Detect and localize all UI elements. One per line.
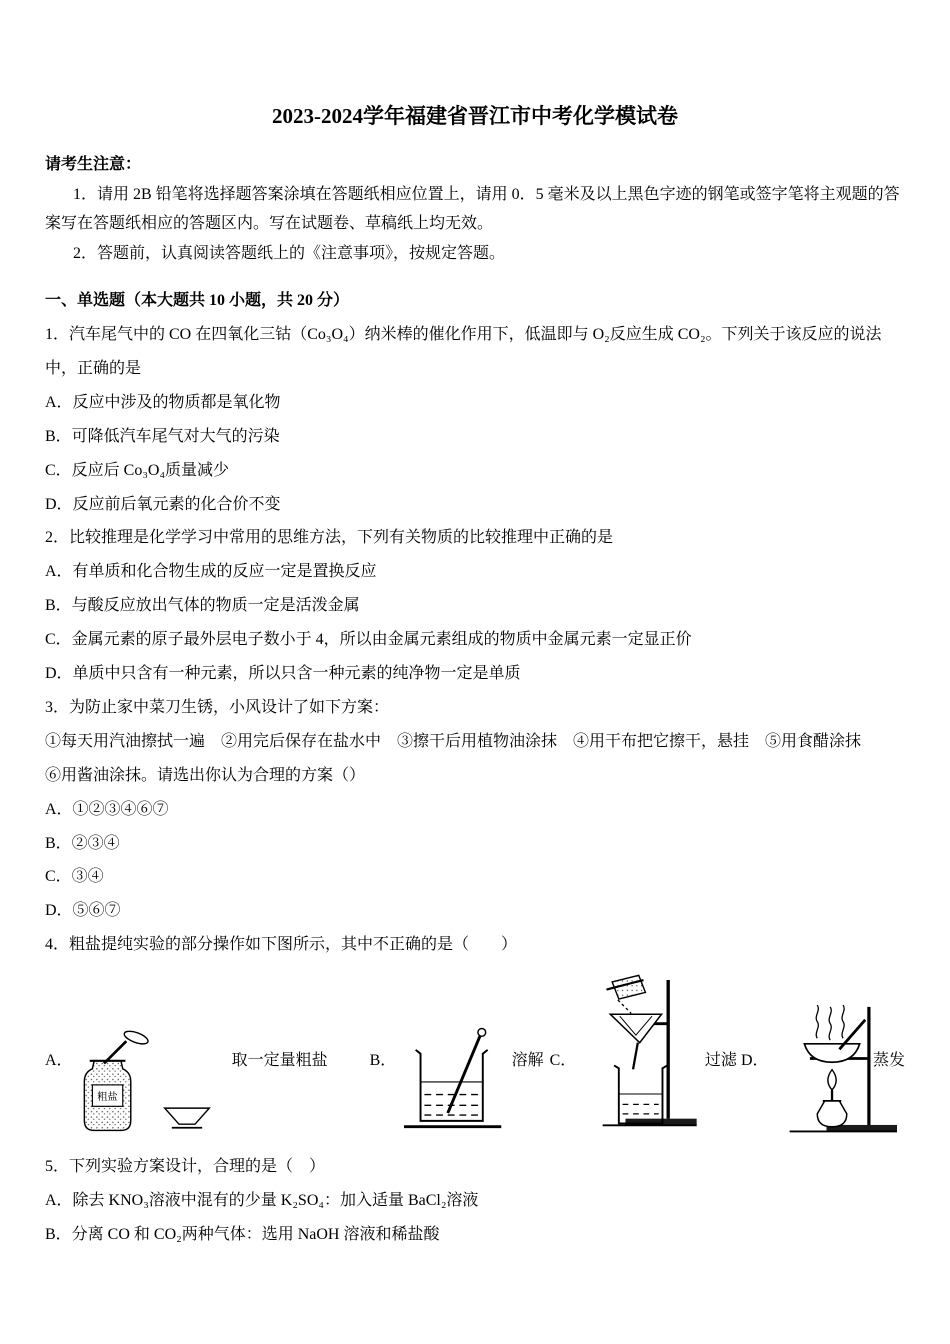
figure-caption-d: 蒸发: [873, 1052, 906, 1069]
question-5-option-b: B．分离 CO 和 CO₂两种气体：选用 NaOH 溶液和稀盐酸: [45, 1226, 440, 1243]
figure-caption-a: 取一定量粗盐: [231, 1052, 328, 1069]
notice-item-1: 1．请用 2B 铅笔将选择题答案涂填在答题纸相应位置上，请用 0．5 毫米及以上黑色字迹的钢笔或签字笔将主观题的答案写在答题纸相应的答题区内。写在试题卷、草稿纸上均无效。: [45, 185, 900, 233]
figure-label-d: D．: [740, 1052, 769, 1069]
section-heading: 一、单选题（本大题共 10 小题，共 20 分）: [45, 292, 350, 310]
question-5-stem: 5．下列实验方案设计，合理的是（ ）: [45, 1158, 326, 1176]
question-4-stem: 4．粗盐提纯实验的部分操作如下图所示，其中不正确的是（ ）: [45, 936, 518, 954]
question-4-figure: [45, 968, 905, 1140]
question-4: [45, 928, 905, 1140]
question-3-option-c: C．③④: [45, 868, 104, 886]
filtration-figure: [578, 972, 697, 1140]
question-1: [45, 318, 905, 521]
question-3-option-d: D．⑤⑥⑦: [45, 902, 121, 920]
bottle-label: 粗盐: [96, 1092, 118, 1104]
figure-caption-b: 溶解: [511, 1052, 544, 1069]
question-2-option-a: A．有单质和化合物生成的反应一定是置换反应: [45, 563, 377, 581]
question-1-option-b: B．可降低汽车尾气对大气的污染: [45, 427, 280, 445]
notice-heading: 请考生注意：: [45, 156, 142, 173]
question-5: [45, 1150, 905, 1252]
question-3: [45, 691, 905, 928]
question-1-option-c: C．反应后 Co₃O₄质量减少: [45, 461, 230, 479]
steam-lines-icon: [816, 1005, 844, 1040]
question-2-stem: 2．比较推理是化学学习中常用的思维方法，下列有关物质的比较推理中正确的是: [45, 529, 614, 547]
candidate-notice: [45, 150, 905, 268]
beaker-icon: [416, 1050, 488, 1121]
evaporating-dish-icon: [804, 1020, 865, 1062]
question-3-stem: 3．为防止家中菜刀生锈，小风设计了如下方案：: [45, 698, 390, 716]
glass-rod-icon: [448, 1029, 486, 1114]
exam-title: 2023-2024学年福建省晋江市中考化学模试卷: [272, 104, 678, 128]
question-2-option-d: D．单质中只含有一种元素，所以只含一种元素的纯净物一定是单质: [45, 665, 521, 683]
question-2: [45, 521, 905, 691]
figure-label-c: C．: [549, 1052, 577, 1069]
funnel-icon: [611, 1014, 662, 1069]
question-2-option-b: B．与酸反应放出气体的物质一定是活泼金属: [45, 597, 360, 615]
spoon-icon: [104, 1029, 150, 1064]
figure-label-a: A．: [45, 1052, 73, 1069]
question-1-stem: 1．汽车尾气中的 CO 在四氧化三钴（Co₃O₄）纳米棒的催化作用下，低温即与 O₂反应生成 CO₂。下列关于该反应的说法中，正确的是: [45, 325, 882, 377]
question-2-option-c: C．金属元素的原子最外层电子数小于 4，所以由金属元素组成的物质中金属元素一定显正价: [45, 631, 692, 649]
question-1-option-a: A．反应中涉及的物质都是氧化物: [45, 393, 281, 411]
question-3-schemes-line-2: ⑥用酱油涂抹。请选出你认为合理的方案（）: [45, 766, 366, 784]
receiving-beaker-icon: [614, 1066, 667, 1124]
notice-item-2: 2．答题前，认真阅读答题纸上的《注意事项》，按规定答题。: [73, 244, 506, 262]
figure-caption-c: 过滤: [704, 1052, 737, 1069]
pouring-beaker-icon: [607, 976, 646, 1014]
question-5-option-a: A．除去 KNO₃溶液中混有的少量 K₂SO₄：加入适量 BaCl₂溶液: [45, 1192, 479, 1210]
iron-stand-icon: [603, 980, 697, 1125]
weighing-dish-icon: [164, 1108, 209, 1128]
salt-bottle-figure: [79, 1028, 220, 1140]
question-1-option-d: D．反应前后氧元素的化合价不变: [45, 495, 281, 513]
figure-label-b: B．: [369, 1052, 397, 1069]
salt-jar-icon: [84, 1061, 130, 1131]
question-3-option-a: A．①②③④⑥⑦: [45, 800, 169, 818]
question-3-schemes-line-1: ①每天用汽油擦拭一遍 ②用完后保存在盐水中 ③擦干后用植物油涂抹 ④用干布把它擦干，悬挂 ⑤用食醋涂抹: [45, 732, 862, 750]
dissolve-beaker-figure: [404, 1022, 501, 1140]
question-3-option-b: B．②③④: [45, 834, 120, 852]
alcohol-lamp-icon: [817, 1070, 847, 1127]
